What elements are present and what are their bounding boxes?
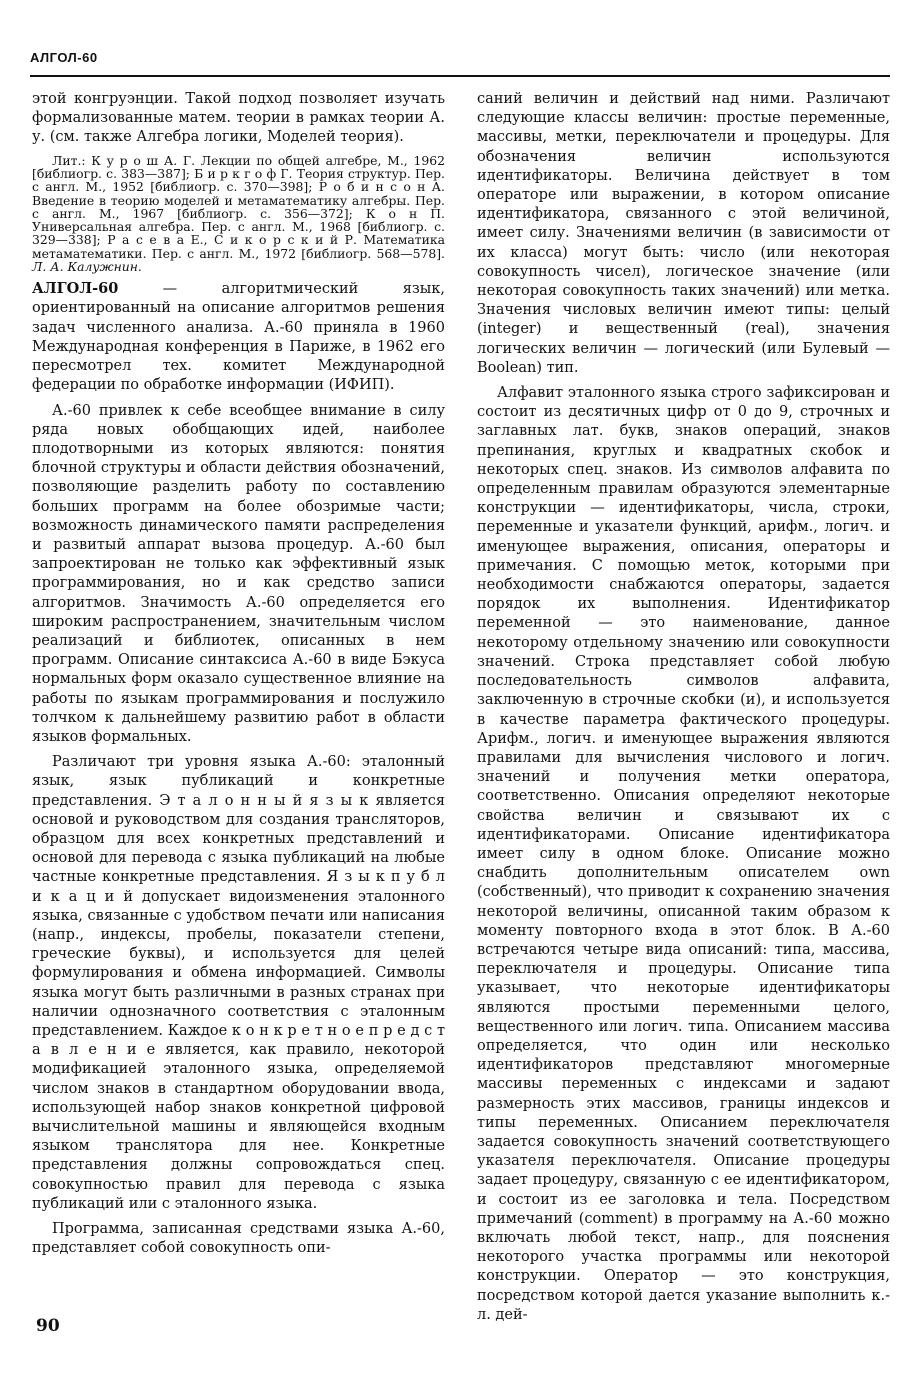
paragraph: саний величин и действий над ними. Различают следующие классы величин: простые переменные, массивы, метки, переключатели и процедуры. Для обозначения величин используются идентификаторы. Величина действует в том операторе или выражении, в котором описание идентификатора, связанного с этой величиной, имеет силу. Значениями величин (в зависимости от их класса) могут быть: число (или некоторая совокупность чисел), логическое значение (или некоторая совокупность таких значений) или метка. Значения числовых величин имеют типы: целый (integer) и вещественный (real), значения логических величин — логический (или Булевый — Boolean) тип. bbox=[477, 91, 890, 376]
entry-paragraph bbox=[32, 279, 445, 395]
paragraph: Алфавит эталонного языка строго зафиксирован и состоит из десятичных цифр от 0 до 9, строчных и заглавных лат. букв, знаков операций, знаков препинания, круглых и квадратных скобок и некоторых спец. знаков. Из символов алфавита по определенным правилам образуются элементарные конструкции — идентификаторы, числа, строки, переменные и указатели функций, арифм., логич. и именующее выражения, описания, операторы и примечания. С помощью меток, которыми при необходимости снабжаются операторы, задается порядок их выполнения. Идентификатор переменной — это наименование, данное некоторому отдельному значению или совокупности значений. Строка представляет собой любую последовательность символов алфавита, заключенную в строчные скобки (и), и используется в качестве параметра фактического процедуры. Арифм., логич. и именующее выражения являются правилами для вычисления числового и логич. значений и получения метки оператора, соответственно. Описания определяют некоторые свойства величин и связывают их с идентификаторами. Описание идентификатора имеет силу в одном блоке. Описание можно снабдить дополнительным описателем own (собственный), что приводит к сохранению значения некоторой величины, описанной таким образом к моменту повторного входа в этот блок. В А.-60 встречаются четыре вида описаний: типа, массива, переключателя и процедуры. Описание типа указывает, что некоторые идентификаторы являются простыми переменными целого, вещественного или логич. типа. Описанием массива определяется, что один или несколько идентификаторов представляют многомерные массивы переменных с индексами и задают размерность этих массивов, границы индексов и типы переменных. Описанием переключателя задается совокупность значений соответствующего указателя переключателя. Описание процедуры задает процедуру, связанную с ее идентификатором, и состоит из ее заголовка и тела. Посредством примечаний (comment) в программу на А.-60 можно включать любой текст, напр., для пояснения некоторого участка программы или некоторой конструкции. Оператор — это конструкция, посредством которой дается указание выполнить к.-л. дей- bbox=[477, 385, 890, 1323]
header-rule bbox=[30, 75, 890, 77]
bibliography bbox=[32, 154, 445, 274]
right-column bbox=[477, 90, 890, 1323]
left-column bbox=[32, 90, 445, 1300]
paragraph: Программа, записанная средствами языка А.-60, представляет собой совокупность опи- bbox=[32, 1221, 445, 1257]
running-head: АЛГОЛ-60 bbox=[30, 50, 98, 65]
paragraph: А.-60 привлек к себе всеобщее внимание в силу ряда новых обобщающих идей, наиболее плодотворными из которых являются: понятия блочной структуры и области действия обозначений, позволяющие разделить работу по составлению больших программ на более обозримые части; возможность динамического памяти распределения и развитый аппарат вызова процедур. А.-60 был запроектирован не только как эффективный язык программирования, но и как средство записи алгоритмов. Значимость А.-60 определяется его широким распространением, значительным числом реализаций и библиотек, описанных в нем программ. Описание синтаксиса А.-60 в виде Бэкуса нормальных форм оказало существенное влияние на работы по языкам программирования и послужило толчком к дальнейшему развитию работ в области языков формальных. bbox=[32, 402, 446, 745]
paragraph: Различают три уровня языка А.-60: эталонный язык, язык публикаций и конкретные представления. Э т а л о н н ы й я з ы к является основой и руководством для создания трансляторов, образцом для всех конкретных представлений и основой для перевода с языка публикаций на любые частные конкретные представления. Я з ы к п у б л и к а ц и й допускает видоизменения эталонного языка, связанные с удобством печати или написания (напр., индексы, пробелы, показатели степени, греческие буквы), и используется для целей формулирования и обмена информацией. Символы языка могут быть различными в разных странах при наличии однозначного соответствия с эталонным представлением. Каждое к о н к р е т н о е п р е д с т а в л е н и е является, как правило, некоторой модификацией эталонного языка, определяемой числом знаков в стандартном оборудовании ввода, использующей набор знаков конкретной цифровой вычислительной машины и являющейся входным языком транслятора для нее. Конкретные представления должны сопровождаться спец. совокупностью правил для перевода с языка публикаций или с эталонного языка. bbox=[32, 754, 445, 1212]
entry-definition: — алгоритмический язык, ориентированный на описание алгоритмов решения задач численного анализа. А.-60 приняла в 1960 Международная конференция в Париже, в 1962 его пересмотрел тех. комитет Международной федерации по обработке информации (ИФИП). bbox=[32, 281, 445, 394]
entry-term: АЛГОЛ-60 bbox=[32, 280, 119, 298]
page-number: 90 bbox=[36, 1316, 60, 1336]
bibliography-text: Лит.: К у р о ш А. Г. Лекции по общей алгебре, М., 1962 [библиогр. с. 383—387]; Б и р к г о ф Г. Теория структур. Пер. с англ. М., 1952 [библиогр. с. 370—398]; Р о б и н с о н А. Введение в теорию моделей и метаматематику алгебры. Пер. с англ. М., 1967 [библиогр. с. 356—372]; К о н П. Универсальная алгебра. Пер. с англ. М., 1968 [библиогр. с. 329—338]; Р а с е в а Е., С и к о р с к и й Р. Математика метаматематики. Пер. с англ. М., 1972 [библиогр. 568—578]. bbox=[32, 152, 445, 261]
author-signature: Л. А. Калужнин. bbox=[32, 258, 142, 274]
paragraph: этой конгруэнции. Такой подход позволяет изучать формализованные матем. теории в рамках теории А. у. (см. также Алгебра логики, Моделей теория). bbox=[32, 91, 445, 146]
